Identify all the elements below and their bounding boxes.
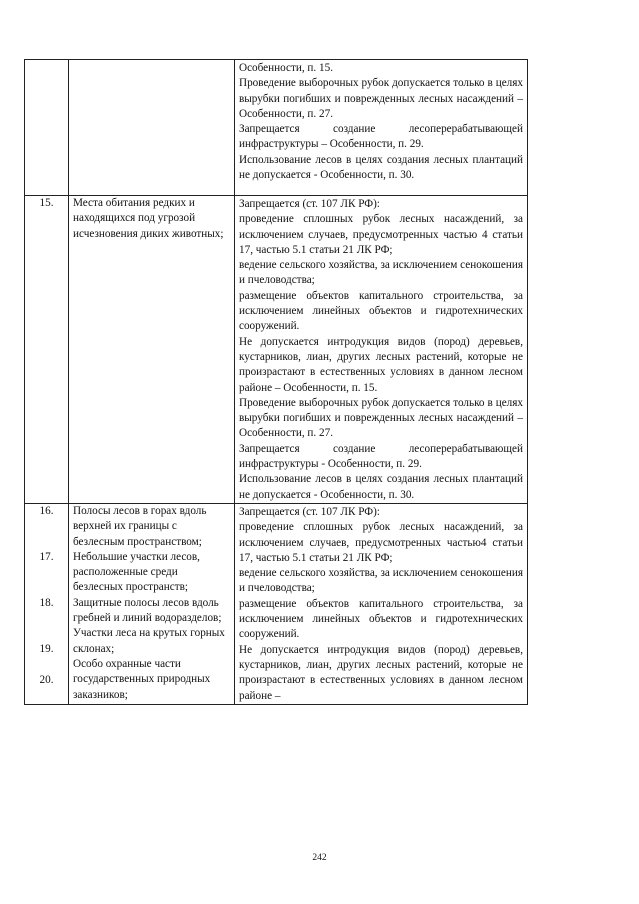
table-row	[25, 503, 528, 704]
row-number: 19.	[39, 642, 54, 655]
description-paragraph: ведение сельского хозяйства, за исключением сенокошения и пчеловодства;	[239, 259, 523, 287]
row-number: 18.	[39, 596, 54, 609]
table-row	[25, 196, 528, 504]
row-number: 16.	[39, 504, 54, 517]
row-description-cell	[235, 60, 528, 196]
row-name: Полосы лесов в горах вдоль верхней их границы с безлесным пространством;	[73, 504, 207, 548]
description-paragraph: Запрещается создание лесоперерабатывающей инфраструктуры – Особенности, п. 29.	[239, 123, 523, 151]
table-row	[25, 60, 528, 196]
description-paragraph: Использование лесов в целях создания лесных плантаций не допускается - Особенности, п. 30.	[239, 153, 523, 182]
description-paragraph: Запрещается (ст. 107 ЛК РФ):	[239, 505, 380, 518]
row-name: Небольшие участки лесов, расположенные среди безлесных пространств;	[73, 550, 200, 594]
row-name-cell	[69, 60, 235, 196]
row-name: Места обитания редких и находящихся под угрозой исчезновения диких животных;	[73, 197, 224, 240]
restrictions-table	[24, 59, 528, 705]
description-paragraph: Запрещается (ст. 107 ЛК РФ):	[239, 198, 380, 210]
row-name-cell	[69, 503, 235, 704]
description-paragraph: ведение сельского хозяйства, за исключением сенокошения и пчеловодства;	[239, 567, 523, 595]
row-description-cell	[235, 503, 528, 704]
description-paragraph: размещение объектов капитального строительства, за исключением линейных объектов и гидротехнических сооружений.	[239, 289, 523, 333]
description-paragraph: проведение сплошных рубок лесных насаждений, за исключением случаев, предусмотренных частью4 статьи 17, частью 5.1 статьи 21 ЛК РФ;	[239, 521, 523, 564]
row-number: 17.	[39, 550, 54, 563]
description-paragraph: Запрещается создание лесоперерабатывающей инфраструктуры - Особенности, п. 29.	[239, 442, 523, 471]
description-paragraph: Не допускается интродукция видов (пород) деревьев, кустарников, лиан, других лесных растений, которые не произрастают в естественных условиях в данном лесном районе –	[239, 643, 523, 702]
row-description-cell	[235, 196, 528, 504]
row-name: Участки леса на крутых горных склонах;	[73, 627, 225, 655]
description-paragraph: размещение объектов капитального строительства, за исключением линейных объектов и гидротехнических сооружений.	[239, 597, 523, 641]
row-number: 15.	[39, 197, 54, 209]
page-number: 242	[312, 853, 327, 863]
row-name-cell	[69, 196, 235, 504]
description-paragraph: Проведение выборочных рубок допускается только в целях вырубки погибших и поврежденных лесных насаждений – Особенности, п. 27.	[239, 77, 523, 120]
description-paragraph: Использование лесов в целях создания лесных плантаций не допускается - Особенности, п. 30.	[239, 473, 523, 501]
row-number-cell	[25, 60, 69, 196]
row-number-cell	[25, 503, 69, 704]
row-number: 20.	[39, 673, 54, 686]
row-number-cell	[25, 196, 69, 504]
description-paragraph: Проведение выборочных рубок допускается только в целях вырубки погибших и поврежденных лесных насаждений – Особенности, п. 27.	[239, 396, 523, 440]
description-paragraph: проведение сплошных рубок лесных насаждений, за исключением случаев, предусмотренных частью 4 статьи 17, частью 5.1 статьи 21 ЛК РФ;	[239, 213, 523, 256]
row-name: Особо охранные части государственных природных заказников;	[73, 657, 211, 701]
row-name: Защитные полосы лесов вдоль гребней и линий водоразделов;	[73, 596, 222, 625]
description-paragraph: Не допускается интродукция видов (пород) деревьев, кустарников, лиан, других лесных растений, которые не произрастают в естественных условиях в данном лесном районе – Особенности, п. 15.	[239, 335, 523, 394]
description-paragraph: Особенности, п. 15.	[239, 62, 333, 74]
